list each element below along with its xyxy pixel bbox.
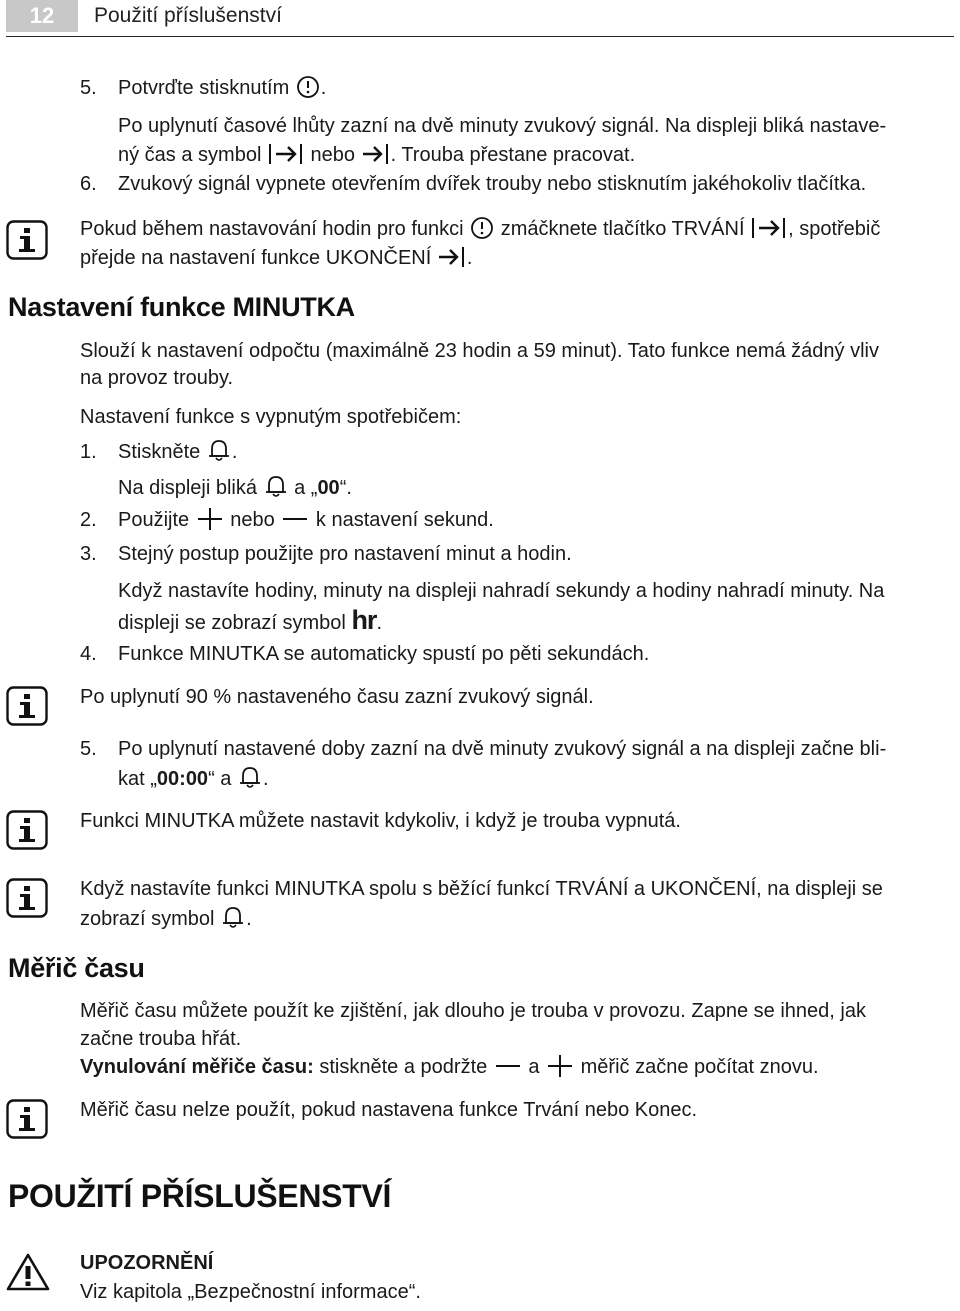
step-number: 5. bbox=[80, 77, 97, 99]
arrow-bar-icon bbox=[437, 245, 467, 269]
plus-icon bbox=[195, 507, 225, 531]
info-note-5: Měřič času nelze použít, pokud nastavena funkce Trvání nebo Konec. bbox=[80, 1099, 698, 1121]
section-heading-minutka: Nastavení funkce MINUTKA bbox=[8, 292, 355, 322]
info-note-1-line1: Pokud během nastavování hodin pro funkci zmáčknete tlačítko TRVÁNÍ , spotřebič bbox=[80, 218, 881, 240]
info-icon bbox=[6, 878, 48, 918]
step-number: 5. bbox=[80, 738, 97, 760]
page-number: 12 bbox=[6, 0, 78, 32]
minutka-step-5-line2: kat „00:00“ a . bbox=[118, 764, 946, 794]
minutka-setup-title: Nastavení funkce s vypnutým spotřebičem: bbox=[80, 406, 462, 428]
minutka-step-1-note: Na displeji bliká a „00“. bbox=[118, 473, 946, 503]
minutka-step-4: 4. Funkce MINUTKA se automaticky spustí po pěti sekundách. bbox=[80, 640, 946, 669]
info-note-4-line1: Když nastavíte funkci MINUTKA spolu s běžící funkcí TRVÁNÍ a UKONČENÍ, na displeji se bbox=[80, 878, 883, 900]
step-number: 6. bbox=[80, 173, 97, 195]
step-number: 4. bbox=[80, 643, 97, 665]
minutka-step-3: 3. Stejný postup použijte pro nastavení minut a hodin. bbox=[80, 540, 946, 569]
header-divider bbox=[6, 36, 954, 37]
minutka-step-2: 2. Použijte nebo k nastavení sekund. bbox=[80, 506, 946, 535]
info-icon bbox=[6, 220, 48, 260]
arrow-bar-icon bbox=[267, 142, 305, 166]
step-number: 2. bbox=[80, 509, 97, 531]
minutka-intro-line1: Slouží k nastavení odpočtu (maximálně 23 hodin a 59 minut). Tato funkce nemá žádný vliv bbox=[80, 340, 879, 362]
minutka-step-3-note-line1: Když nastavíte hodiny, minuty na displeji nahradí sekundy a hodiny nahradí minuty. Na bbox=[118, 580, 885, 602]
meric-intro-line2: začne trouba hřát. bbox=[80, 1028, 242, 1050]
minutka-step-5-line1: 5. Po uplynutí nastavené doby zazní na dvě minuty zvukový signál a na displeji začne bli- bbox=[80, 735, 946, 764]
step-5-note-line2: ný čas a symbol nebo . Trouba přestane pracovat. bbox=[118, 144, 636, 166]
info-note-1-line2: přejde na nastavení funkce UKONČENÍ . bbox=[80, 247, 473, 269]
minutka-step-3-note-line2: displeji se zobrazí symbol hr. bbox=[118, 605, 382, 635]
meric-reset-instruction: Vynulování měřiče času: stiskněte a podržte a měřič začne počítat znovu. bbox=[80, 1056, 819, 1078]
bell-icon bbox=[206, 437, 232, 463]
minutka-step-1: 1. Stiskněte . bbox=[80, 437, 946, 467]
meric-intro-line1: Měřič času můžete použít ke zjištění, jak dlouho je trouba v provozu. Zapne se ihned, jak bbox=[80, 1000, 866, 1022]
chapter-heading: POUŽITÍ PŘÍSLUŠENSTVÍ bbox=[8, 1178, 392, 1214]
step-6: 6. Zvukový signál vypnete otevřením dvířek trouby nebo stisknutím jakéhokoliv tlačítka. bbox=[80, 170, 946, 199]
hr-symbol: hr bbox=[351, 605, 377, 635]
bell-icon bbox=[237, 764, 263, 790]
step-5-confirm: 5. Potvrďte stisknutím . bbox=[80, 74, 946, 103]
plus-icon bbox=[545, 1054, 575, 1078]
warning-icon bbox=[6, 1252, 50, 1292]
minus-icon bbox=[493, 1054, 523, 1078]
clock-icon bbox=[469, 216, 495, 240]
running-header-title: Použití příslušenství bbox=[94, 4, 282, 27]
section-heading-meric-casu: Měřič času bbox=[8, 953, 145, 983]
info-icon bbox=[6, 686, 48, 726]
step-number: 1. bbox=[80, 441, 97, 463]
info-note-2: Po uplynutí 90 % nastaveného času zazní zvukový signál. bbox=[80, 686, 594, 708]
warning-text: Viz kapitola „Bezpečnostní informace“. bbox=[80, 1281, 421, 1303]
clock-icon bbox=[295, 75, 321, 99]
arrow-bar-icon bbox=[361, 142, 391, 166]
step-number: 3. bbox=[80, 543, 97, 565]
info-icon bbox=[6, 1099, 48, 1139]
bell-icon bbox=[220, 904, 246, 930]
info-icon bbox=[6, 810, 48, 850]
minutka-intro-line2: na provoz trouby. bbox=[80, 367, 234, 389]
info-note-3: Funkci MINUTKA můžete nastavit kdykoliv, i když je trouba vypnutá. bbox=[80, 810, 681, 832]
minus-icon bbox=[280, 507, 310, 531]
warning-title: UPOZORNĚNÍ bbox=[80, 1252, 214, 1274]
info-note-4-line2: zobrazí symbol . bbox=[80, 904, 946, 934]
arrow-bar-icon bbox=[750, 216, 788, 240]
step-5-note-line1: Po uplynutí časové lhůty zazní na dvě minuty zvukový signál. Na displeji bliká nastave- bbox=[118, 115, 887, 137]
bell-icon bbox=[263, 473, 289, 499]
